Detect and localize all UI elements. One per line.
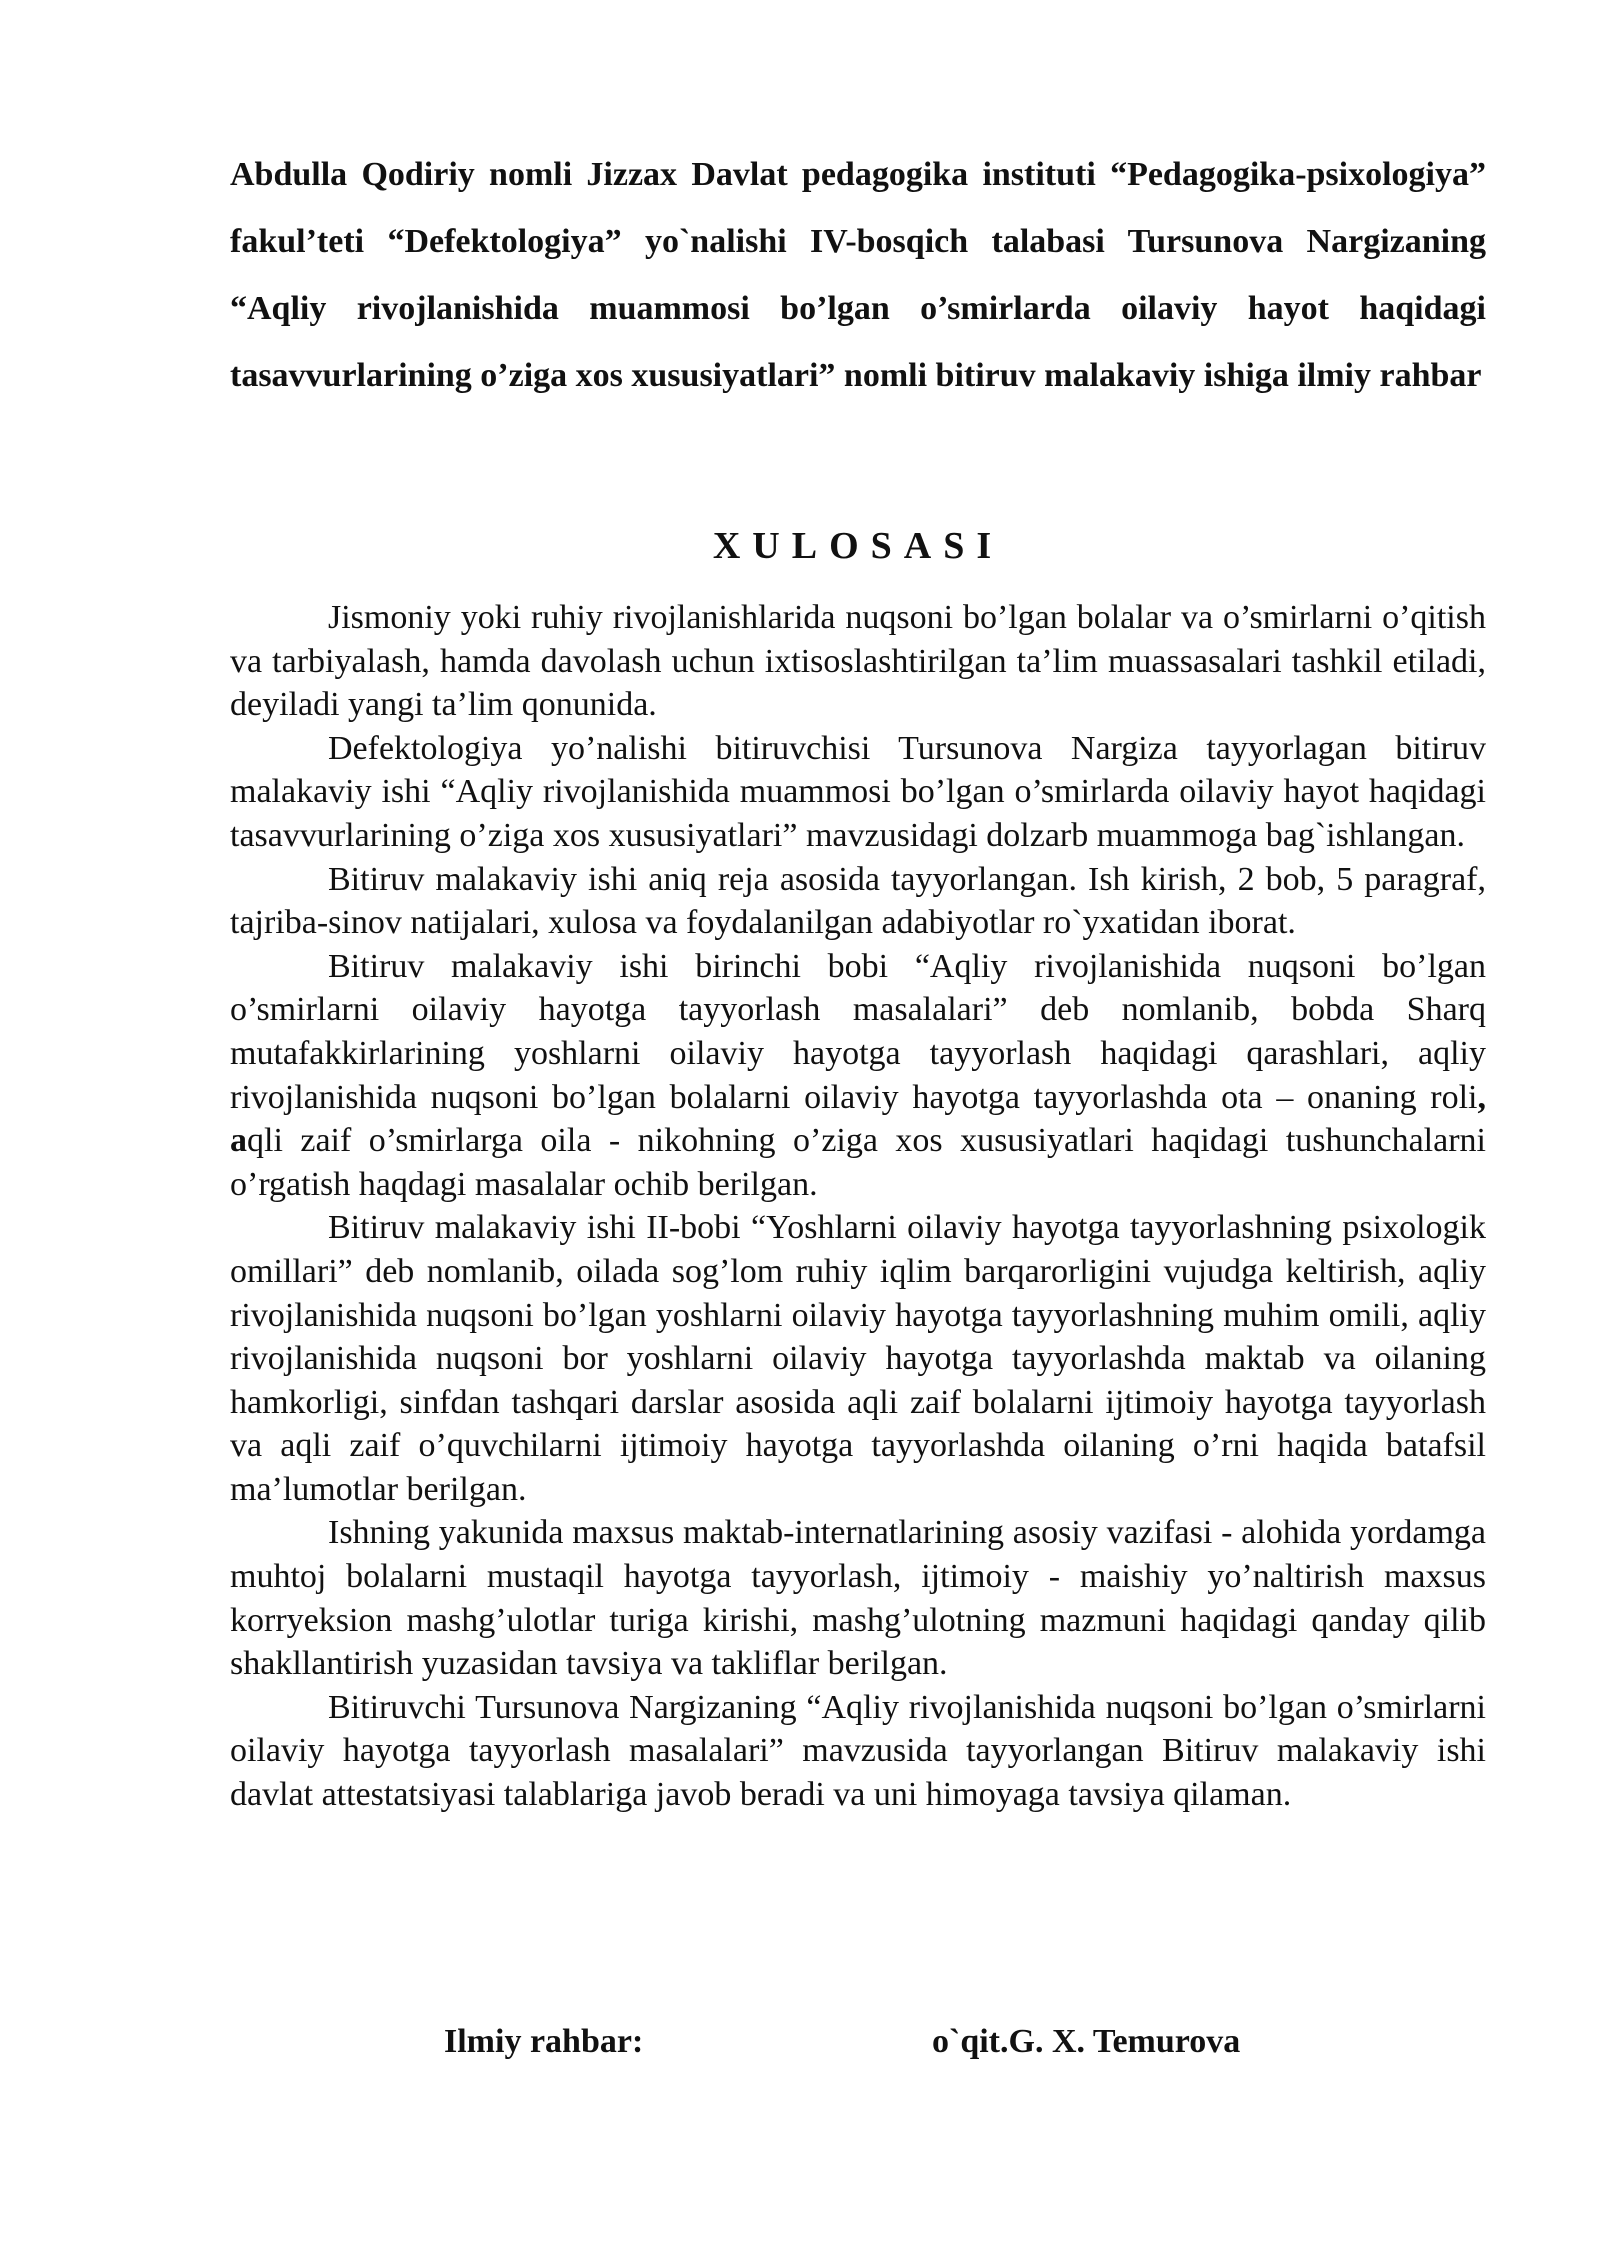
signature-name: o`qit.G. X. Temurova: [932, 2023, 1241, 2060]
paragraph-1: Jismoniy yoki ruhiy rivojlanishlarida nuqsoni bo’lgan bolalar va o’smirlarni o’qitish va tarbiyalash, hamda davolash uchun ixtisoslashtirilgan ta’lim muassasalari tashkil etiladi, deyiladi yangi ta’lim qonunida.: [230, 599, 1486, 724]
paragraph-6: Ishning yakunida maxsus maktab-internatlarining asosiy vazifasi - alohida yordamga muhtoj bolalarni mustaqil hayotga tayyorlash, ijtimoiy - maishiy yo’naltirish maxsus korryeksion mashg’ulotlar turiga kirishi, mashg’ulotning mazmuni haqidagi qanday qilib shakllantirish yuzasidan tavsiya va takliflar berilgan.: [230, 1514, 1486, 1683]
paragraph-4-bold-part: , a: [230, 1078, 1486, 1160]
paragraph-7: Bitiruvchi Tursunova Nargizaning “Aqliy rivojlanishida nuqsoni bo’lgan o’smirlarni oilaviy hayotga tayyorlash masalalari” mavzusida tayyorlangan Bitiruv malakaviy ishi davlat attestatsiyasi talablariga javob beradi va uni himoyaga tavsiya qilaman.: [230, 1688, 1486, 1814]
signature-block: [230, 2017, 1486, 2067]
document-title: XULOSASI: [712, 525, 1004, 567]
paragraph-4: [230, 945, 1486, 1207]
paragraph-4-part-1: Bitiruv malakaviy ishi birinchi bobi “Aqliy rivojlanishida nuqsoni bo’lgan o’smirlarni oilaviy hayotga tayyorlash masalalari” deb nomlanib, bobda Sharq mutafakkirlarining yoshlarni oilaviy hayotga tayyorlash haqidagi qarashlari, aqliy rivojlanishida nuqsoni bo’lgan bolalarni oilaviy hayotga tayyorlashda ota – onaning roli: [230, 947, 1486, 1116]
paragraph-3: Bitiruv malakaviy ishi aniq reja asosida tayyorlangan. Ish kirish, 2 bob, 5 paragraf, tajriba-sinov natijalari, xulosa va foydalanilgan adabiyotlar ro`yxatidan iborat.: [230, 860, 1486, 942]
paragraph-5: Bitiruv malakaviy ishi II-bobi “Yoshlarni oilaviy hayotga tayyorlashning psixologik omillari” deb nomlanib, oilada sog’lom ruhiy iqlim barqarorligini vujudga keltirish, aqliy rivojlanishida nuqsoni bo’lgan yoshlarni oilaviy hayotga tayyorlashning muhim omili, aqliy rivojlanishida nuqsoni bor yoshlarni oilaviy hayotga tayyorlashda maktab va oilaning hamkorligi, sinfdan tashqari darslar asosida aqli zaif bolalarni ijtimoiy hayotga tayyorlash va aqli zaif o’quvchilarni ijtimoiy hayotga tayyorlashda oilaning o’rni haqida batafsil ma’lumotlar berilgan.: [230, 1209, 1486, 1508]
document-page: [230, 0, 1486, 2262]
document-body: [230, 596, 1486, 1817]
signature-label: Ilmiy rahbar:: [444, 2023, 644, 2060]
paragraph-4-part-2: qli zaif o’smirlarga oila - nikohning o’ziga xos xususiyatlari haqidagi tushunchalarni o’rgatish haqdagi masalalar ochib berilgan.: [230, 1122, 1486, 1203]
document-heading: Abdulla Qodiriy nomli Jizzax Davlat pedagogika instituti “Pedagogika-psixologiya” fakul’teti “Defektologiya” yo`nalishi IV-bosqich talabasi Tursunova Nargizaning “Aqliy rivojlanishida muammosi bo’lgan o’smirlarda oilaviy hayot haqidagi tasavvurlarining o’ziga xos xususiyatlari” nomli bitiruv malakaviy ishiga ilmiy rahbar: [230, 156, 1486, 394]
paragraph-2: Defektologiya yo’nalishi bitiruvchisi Tursunova Nargiza tayyorlagan bitiruv malakaviy ishi “Aqliy rivojlanishida muammosi bo’lgan o’smirlarda oilaviy hayot haqidagi tasavvurlarining o’ziga xos xususiyatlari” mavzusidagi dolzarb muammoga bag`ishlangan.: [230, 729, 1486, 854]
